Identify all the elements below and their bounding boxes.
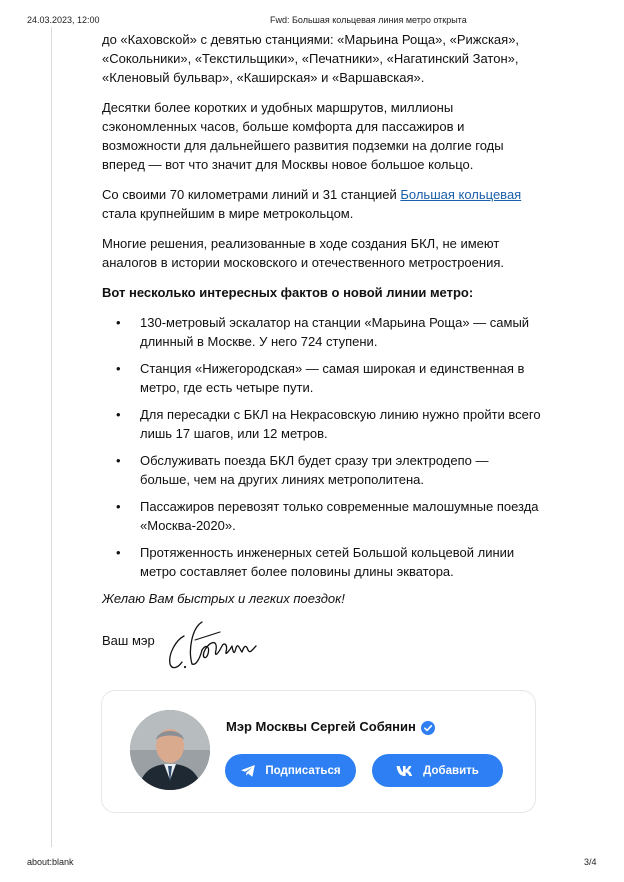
signature-block: [102, 610, 302, 680]
paragraph-record-end: стала крупнейшим в мире метрокольцом.: [102, 206, 354, 221]
print-footer-page: 3/4: [584, 857, 597, 867]
mayor-photo: [130, 710, 210, 790]
email-body: [102, 30, 542, 619]
avatar: [130, 710, 210, 790]
list-item: [102, 313, 542, 351]
print-header-datetime: 24.03.2023, 12:00: [27, 15, 100, 25]
closing-wish: Желаю Вам быстрых и легких поездок!: [102, 591, 345, 606]
fact-text: Пассажиров перевозят только современные малошумные поезда «Москва-2020».: [140, 499, 539, 533]
list-item: [102, 359, 542, 397]
fact-text: Станция «Нижегородская» — самая широкая и единственная в метро, где есть четыре пути.: [140, 361, 525, 395]
list-item: [102, 451, 542, 489]
bullet: •: [116, 453, 121, 468]
subscribe-label: Подписаться: [265, 764, 341, 777]
verified-icon: [421, 721, 435, 735]
telegram-icon: [240, 764, 256, 778]
list-item: [102, 543, 542, 581]
fact-text: Для пересадки с БКЛ на Некрасовскую линию нужно пройти всего лишь 17 шагов, или 12 метров.: [140, 407, 541, 441]
signature-image: [162, 610, 262, 676]
paragraph-record-start: Со своими 70 километрами линий и 31 станцией: [102, 187, 401, 202]
card-name: Мэр Москвы Сергей Собянин: [226, 719, 416, 734]
facts-list: [102, 313, 542, 581]
add-button[interactable]: [372, 754, 503, 787]
fact-text: Обслуживать поезда БКЛ будет сразу три электродепо — больше, чем на других линиях метрополитена.: [140, 453, 489, 487]
bullet: •: [116, 407, 121, 422]
paragraph-stations: до «Каховской» с девятью станциями: «Марьина Роща», «Рижская», «Сокольники», «Текстильщики», «Печатники», «Нагатинский Затон», «Кленовый бульвар», «Каширская» и «Варшавская».: [102, 32, 520, 85]
add-label: Добавить: [423, 764, 479, 777]
list-item: [102, 497, 542, 535]
bullet: •: [116, 545, 121, 560]
bullet: •: [116, 315, 121, 330]
fact-text: 130-метровый эскалатор на станции «Марьина Роща» — самый длинный в Москве. У него 724 ступени.: [140, 315, 530, 349]
subscribe-button[interactable]: [225, 754, 356, 787]
fact-text: Протяженность инженерных сетей Большой кольцевой линии метро составляет более половины длины экватора.: [140, 545, 515, 579]
facts-heading: Вот несколько интересных фактов о новой линии метро:: [102, 285, 474, 300]
print-header-title: Fwd: Большая кольцевая линия метро открыта: [270, 15, 467, 25]
bullet: •: [116, 499, 121, 514]
quote-divider: [51, 27, 52, 847]
vk-icon: [396, 765, 414, 777]
paragraph-benefits: Десятки более коротких и удобных маршрутов, миллионы сэкономленных часов, больше комфорта для пассажиров и возможности для дальнейшего развития подземки на долгие годы вперед — вот что значит для Москвы новое большое кольцо.: [102, 100, 504, 172]
bullet: •: [116, 361, 121, 376]
mayor-card: [101, 690, 536, 813]
mayor-label: Ваш мэр: [102, 633, 155, 648]
paragraph-solutions: Многие решения, реализованные в ходе создания БКЛ, не имеют аналогов в истории московского и отечественного метростроения.: [102, 236, 504, 270]
bkl-link[interactable]: Большая кольцевая: [400, 187, 522, 202]
print-footer-url: about:blank: [27, 857, 74, 867]
paragraph-record: [102, 185, 542, 223]
list-item: [102, 405, 542, 443]
